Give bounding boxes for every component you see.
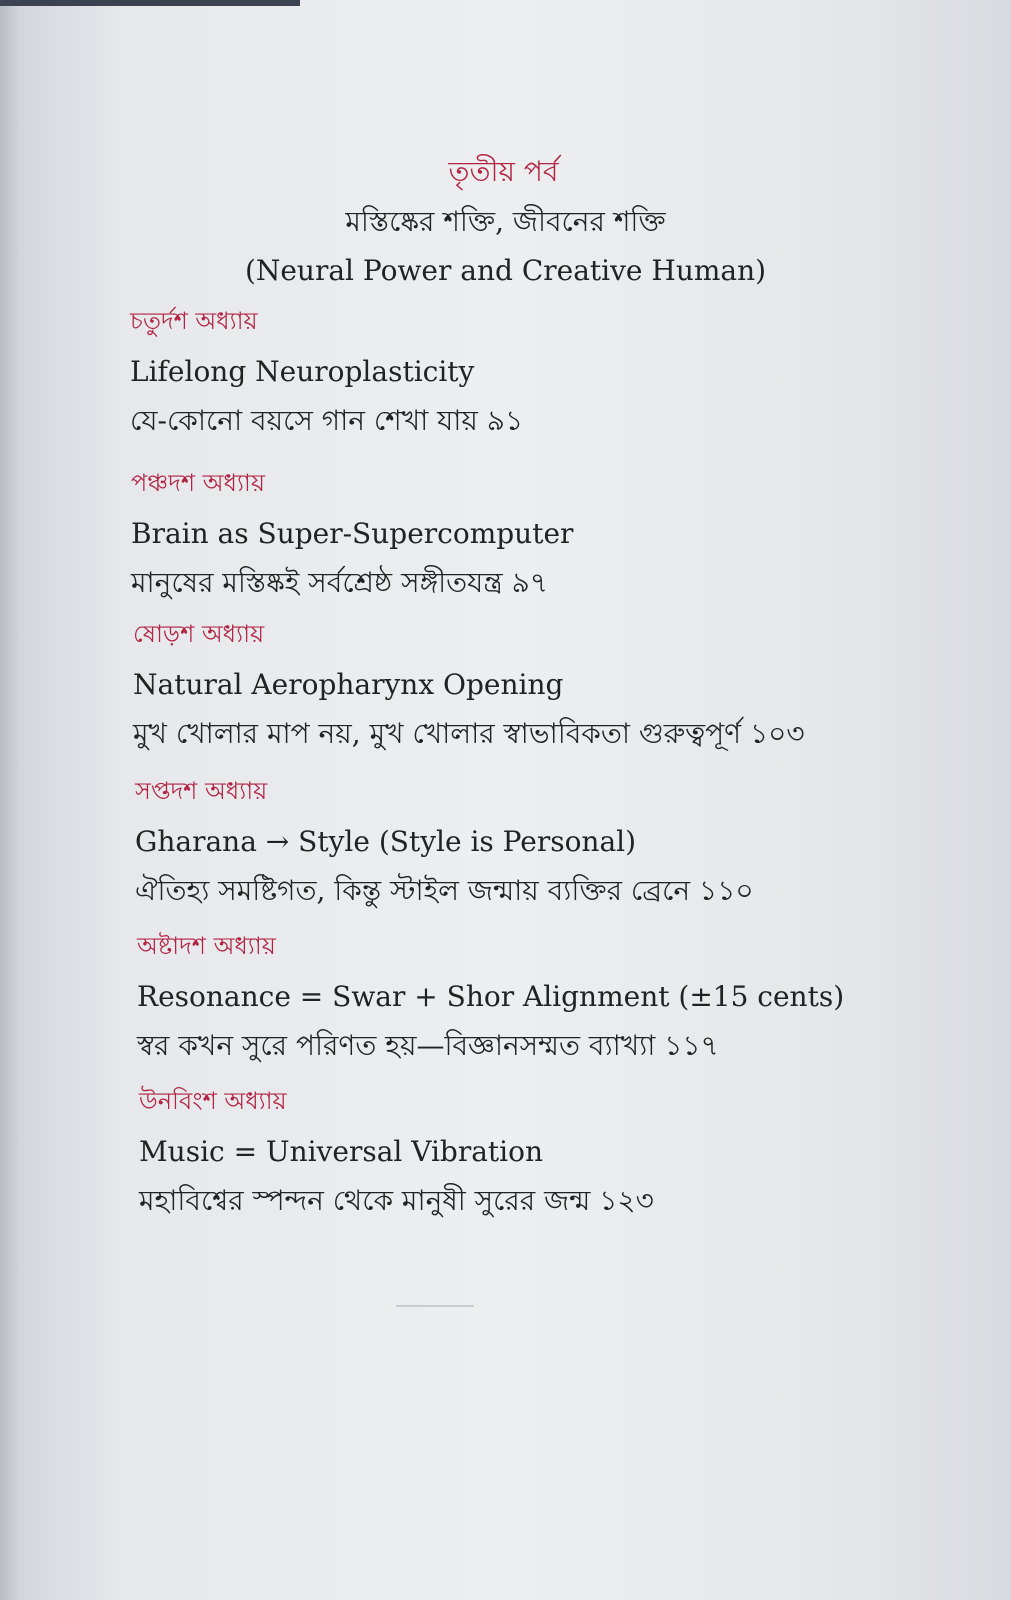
chapter-bengali-title: স্বর কখন সুরে পরিণত হয়—বিজ্ঞানসম্মত ব্যাখ্যা ১১৭ — [137, 1029, 719, 1062]
part-english-title: (Neural Power and Creative Human) — [244, 254, 767, 287]
part-subtitle: মস্তিষ্কের শক্তি, জীবনের শক্তি — [345, 205, 666, 238]
decorative-divider — [396, 1305, 474, 1307]
chapter-label: উনবিংশ অধ্যায় — [139, 1087, 287, 1115]
chapter-bengali-title: ঐতিহ্য সমষ্টিগত, কিন্তু স্টাইল জন্মায় ব্যক্তির ব্রেনে ১১০ — [135, 874, 754, 907]
part-title: তৃতীয় পর্ব — [448, 155, 559, 188]
chapter-bengali-title: যে-কোনো বয়সে গান শেখা যায় ৯১ — [130, 404, 524, 437]
chapter-english-title: Brain as Super-Supercomputer — [131, 517, 574, 550]
chapter-label: অষ্টাদশ অধ্যায় — [137, 932, 276, 960]
chapter-english-title: Resonance = Swar + Shor Alignment (±15 cents) — [137, 980, 845, 1013]
chapter-english-title: Gharana → Style (Style is Personal) — [135, 825, 637, 858]
chapter-bengali-title: মানুষের মস্তিষ্কই সর্বশ্রেষ্ঠ সঙ্গীতযন্ত্র ৯৭ — [131, 566, 549, 599]
chapter-entry-16 — [133, 616, 893, 759]
chapter-label: ষোড়শ অধ্যায় — [133, 620, 265, 648]
chapter-bengali-title: মহাবিশ্বের স্পন্দন থেকে মানুষী সুরের জন্ম ১২৩ — [139, 1184, 654, 1217]
chapter-label: পঞ্চদশ অধ্যায় — [131, 469, 265, 497]
chapter-english-title: Lifelong Neuroplasticity — [130, 355, 475, 388]
chapter-label: সপ্তদশ অধ্যায় — [135, 777, 268, 805]
chapter-english-title: Natural Aeropharynx Opening — [133, 668, 564, 701]
chapter-entry-18 — [137, 928, 897, 1071]
chapter-english-title: Music = Universal Vibration — [139, 1135, 544, 1168]
chapter-entry-17 — [135, 773, 895, 916]
chapter-bengali-title: মুখ খোলার মাপ নয়, মুখ খোলার স্বাভাবিকতা গুরুত্বপূর্ণ ১০৩ — [133, 717, 805, 750]
chapter-entry-19 — [139, 1083, 899, 1226]
chapter-label: চতুর্দশ অধ্যায় — [130, 307, 258, 335]
chapter-entry-14 — [130, 303, 890, 446]
chapter-entry-15 — [131, 465, 891, 608]
top-edge-strip — [0, 0, 300, 6]
